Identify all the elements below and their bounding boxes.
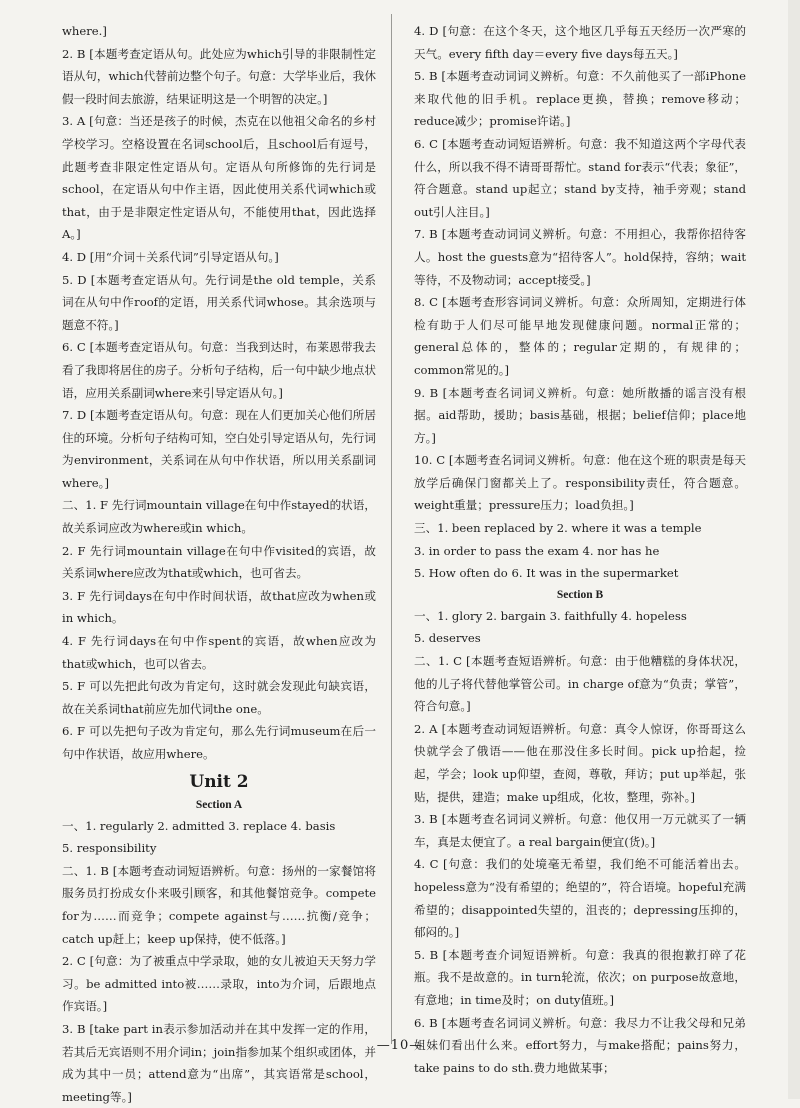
answer-paragraph: 3. B [本题考查名词词义辨析。句意：他仅用一万元就买了一辆车，真是太便宜了。a real bargain便宜(货)。] bbox=[414, 812, 746, 849]
answer-paragraph: 6. F 可以先把句子改为肯定句，那么先行词museum在后一句中作状语，故应用where。 bbox=[62, 724, 376, 761]
answer-paragraph: 5. D [本题考查定语从句。先行词是the old temple，关系词在从句中作roof的定语，用关系代词whose。其余选项与题意不符。] bbox=[62, 272, 376, 332]
right-column bbox=[414, 20, 746, 1079]
answer-paragraph: 10. C [本题考查名词词义辨析。句意：他在这个班的职责是每天放学后确保门窗都关上了。responsibility责任，符合题意。weight重量；pressure压力；load负担。] bbox=[414, 453, 746, 513]
answer-paragraph: 6. C [本题考查定语从句。句意：当我到达时，布莱恩带我去看了我即将居住的房子。分析句子结构，后一句中缺少地点状语，应用关系副词where来引导定语从句。] bbox=[62, 340, 376, 400]
answer-paragraph: where.] bbox=[62, 24, 107, 38]
answer-paragraph: 8. C [本题考查形容词词义辨析。句意：众所周知，定期进行体检有助于人们尽可能早地发现健康问题。normal正常的；general总体的，整体的；regular定期的，有规律的；common常见的。] bbox=[414, 295, 746, 377]
answer-paragraph: 4. D [用“介词＋关系代词”引导定语从句。] bbox=[62, 249, 279, 264]
answer-paragraph: 4. C [句意：我们的处境毫无希望，我们绝不可能活着出去。hopeless意为“没有希望的；绝望的”，符合语境。hopeful充满希望的；disappointed失望的，沮丧的；depressing压抑的，郁闷的。] bbox=[414, 857, 746, 940]
answer-paragraph: 二、1. F 先行词mountain village在句中作stayed的状语，故关系词应改为where或in which。 bbox=[62, 498, 376, 536]
answer-paragraph: 一、1. regularly 2. admitted 3. replace 4. basis bbox=[62, 818, 336, 833]
answer-paragraph: 2. C [句意：为了被重点中学录取，她的女儿被迫天天努力学习。be admitted into被……录取，into为介词，后跟地点作宾语。] bbox=[62, 954, 376, 1014]
section-title: Section B bbox=[556, 588, 604, 601]
answer-paragraph: 一、1. glory 2. bargain 3. faithfully 4. hopeless bbox=[414, 608, 687, 623]
answer-paragraph: 5. B [本题考查介词短语辨析。句意：我真的很抱歉打碎了花瓶。我不是故意的。in turn轮流，依次；on purpose故意地，有意地；in time及时；on duty值班。] bbox=[414, 947, 746, 1007]
answer-paragraph: 2. F 先行词mountain village在句中作visited的宾语，故关系词where应改为that或which，也可省去。 bbox=[62, 543, 376, 581]
answer-paragraph: 3. in order to pass the exam 4. nor has he bbox=[414, 543, 660, 558]
answer-paragraph: 2. A [本题考查动词短语辨析。句意：真令人惊讶，你哥哥这么快就学会了俄语——他在那没住多长时间。pick up拾起，捡起，学会；look up仰望，查阅，尊敬，拜访；put up举起，张贴，提供，建造；make up组成，化妆，整理，弥补。] bbox=[414, 721, 746, 804]
answer-paragraph: 二、1. C [本题考查短语辨析。句意：由于他糟糕的身体状况，他的儿子将代替他掌管公司。in charge of意为“负责；掌管”，符合句意。] bbox=[414, 654, 746, 714]
answer-paragraph: 9. B [本题考查名词词义辨析。句意：她所散播的谣言没有根据。aid帮助，援助；basis基础，根据；belief信仰；place地方。] bbox=[414, 385, 746, 445]
answer-paragraph: 2. B [本题考查定语从句。此处应为which引导的非限制性定语从句，which代替前边整个句子。句意：大学毕业后，我休假一段时间去旅游，结果证明这是一个明智的决定。] bbox=[62, 46, 376, 106]
answer-paragraph: 5. How often do 6. It was in the supermarket bbox=[414, 566, 679, 581]
left-column bbox=[62, 20, 376, 1108]
page-edge bbox=[788, 0, 800, 1099]
answer-paragraph: 3. B [take part in表示参加活动并在其中发挥一定的作用，若其后无宾语则不用介词in；join指参加某个组织或团体，并成为其中一员；attend意为“出席”，其宾语常是school，meeting等。] bbox=[62, 1021, 376, 1104]
page-number: —10— bbox=[376, 1038, 424, 1053]
column-divider bbox=[391, 14, 392, 1044]
answer-paragraph: 6. B [本题考查名词词义辨析。句意：我尽力不让我父母和兄弟姐妹们看出什么来。effort努力，与make搭配；pains努力，take pains to do sth.费力地做某事； bbox=[414, 1015, 746, 1075]
answer-paragraph: 5. B [本题考查动词词义辨析。句意：不久前他买了一部iPhone来取代他的旧手机。replace更换，替换；remove移动；reduce减少；promise许诺。] bbox=[414, 69, 746, 129]
answer-paragraph: 3. F 先行词days在句中作时间状语，故that应改为when或in which。 bbox=[62, 588, 376, 626]
answer-paragraph: 5. deserves bbox=[414, 631, 481, 646]
answer-paragraph: 4. F 先行词days在句中作spent的宾语，故when应改为that或which，也可以省去。 bbox=[62, 634, 376, 671]
unit-title: Unit 2 bbox=[189, 771, 249, 792]
answer-paragraph: 三、1. been replaced by 2. where it was a temple bbox=[414, 521, 702, 536]
section-title: Section A bbox=[195, 798, 243, 811]
answer-paragraph: 二、1. B [本题考查动词短语辨析。句意：扬州的一家餐馆将服务员打扮成女仆来吸引顾客，和其他餐馆竞争。compete for为……而竞争；compete against与……抗衡/竞争；catch up赶上；keep up保持，使不低落。] bbox=[62, 863, 376, 946]
answer-paragraph: 7. D [本题考查定语从句。句意：现在人们更加关心他们所居住的环境。分析句子结构可知，空白处引导定语从句，先行词为environment，关系词在从句中作状语，所以用关系副词where。] bbox=[62, 408, 376, 490]
answer-paragraph: 5. responsibility bbox=[62, 841, 157, 856]
answer-paragraph: 4. D [句意：在这个冬天，这个地区几乎每五天经历一次严寒的天气。every fifth day＝every five days每五天。] bbox=[414, 24, 746, 61]
answer-paragraph: 5. F 可以先把此句改为肯定句，这时就会发现此句缺宾语，故在关系词that前应先加代词the one。 bbox=[62, 679, 376, 716]
answer-paragraph: 3. A [句意：当还是孩子的时候，杰克在以他祖父命名的乡村学校学习。空格设置在名词school后，且school后有逗号，此题考查非限定性定语从句。定语从句所修饰的先行词是school，在定语从句中作主语，因此使用关系代词which或that，由于是非限定性定语从句，不能使用that，因此选择A。] bbox=[62, 114, 376, 242]
answer-paragraph: 6. C [本题考查动词短语辨析。句意：我不知道这两个字母代表什么，所以我不得不请哥哥帮忙。stand for表示“代表；象征”，符合题意。stand up起立；stand by支持，袖手旁观；stand out引人注目。] bbox=[414, 136, 746, 219]
answer-paragraph: 7. B [本题考查动词词义辨析。句意：不用担心，我帮你招待客人。host the guests意为“招待客人”。hold保持，容纳；wait等待，不及物动词；accept接受。] bbox=[414, 227, 746, 287]
